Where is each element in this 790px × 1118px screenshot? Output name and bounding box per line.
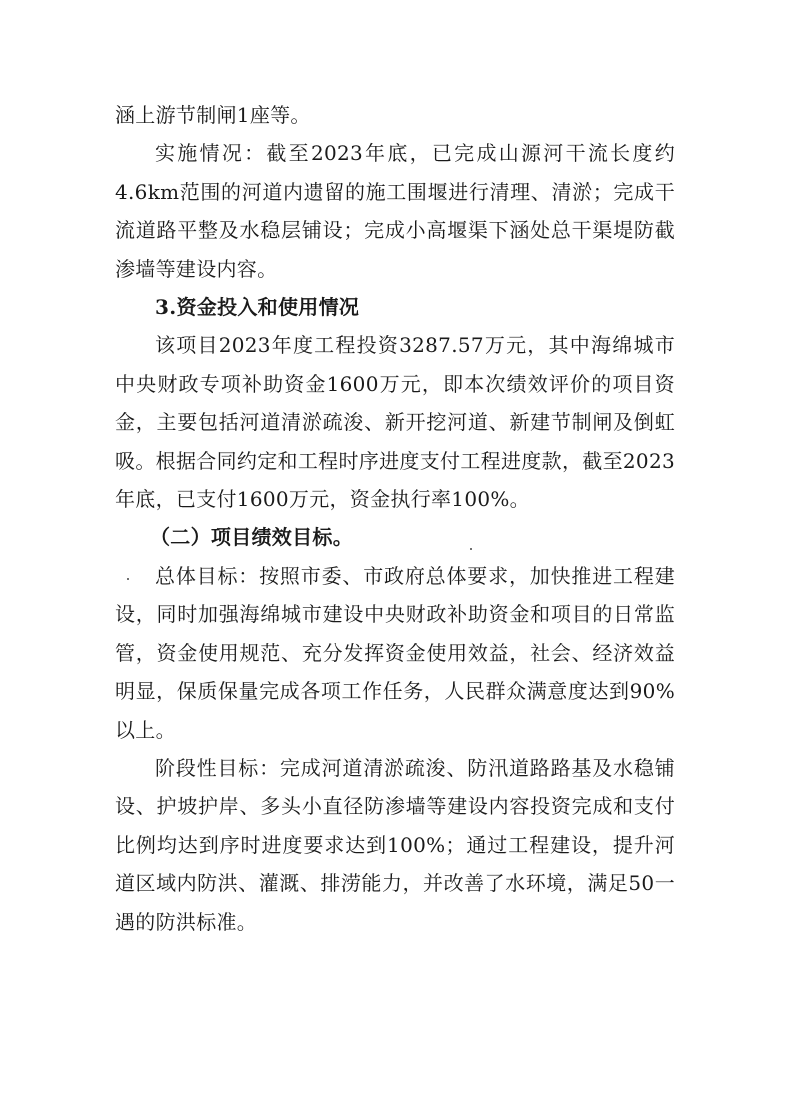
paragraph-overall-goal: 总体目标：按照市委、市政府总体要求，加快推进工程建设，同时加强海绵城市建设中央财政补助资金和项目的日常监管，资金使用规范、充分发挥资金使用效益，社会、经济效益明显，保质保量完成各项工作任务，人民群众满意度达到90%以上。 xyxy=(115,563,675,742)
document-body xyxy=(115,96,675,941)
paragraph-continuation: 涵上游节制闸1座等。 xyxy=(115,103,311,127)
paragraph-stage-goal: 阶段性目标：完成河道清淤疏浚、防汛道路路基及水稳铺设、护坡护岸、多头小直径防渗墙等建设内容投资完成和支付比例均达到序时进度要求达到100%；通过工程建设，提升河道区域内防洪、灌溉、排涝能力，并改善了水环境，满足50一遇的防洪标准。 xyxy=(115,755,675,934)
paragraph-implementation-status: 实施情况：截至2023年底，已完成山源河干流长度约4.6km范围的河道内遗留的施工围堰进行清理、清淤；完成干流道路平整及水稳层铺设；完成小高堰渠下涵处总干渠堤防截渗墙等建设内容。 xyxy=(115,141,675,281)
section-heading-performance-goals: （二）项目绩效目标。 xyxy=(150,525,353,550)
paragraph-funding-details: 该项目2023年度工程投资3287.57万元，其中海绵城市中央财政专项补助资金1600万元，即本次绩效评价的项目资金，主要包括河道清淤疏浚、新开挖河道、新建节制闸及倒虹吸。根据合同约定和工程时序进度支付工程进度款，截至2023年底，已支付1600万元，资金执行率100%。 xyxy=(115,333,675,512)
scan-speck xyxy=(470,548,472,550)
section-heading-funding: 3.资金投入和使用情况 xyxy=(155,295,360,320)
scan-speck xyxy=(127,578,129,580)
